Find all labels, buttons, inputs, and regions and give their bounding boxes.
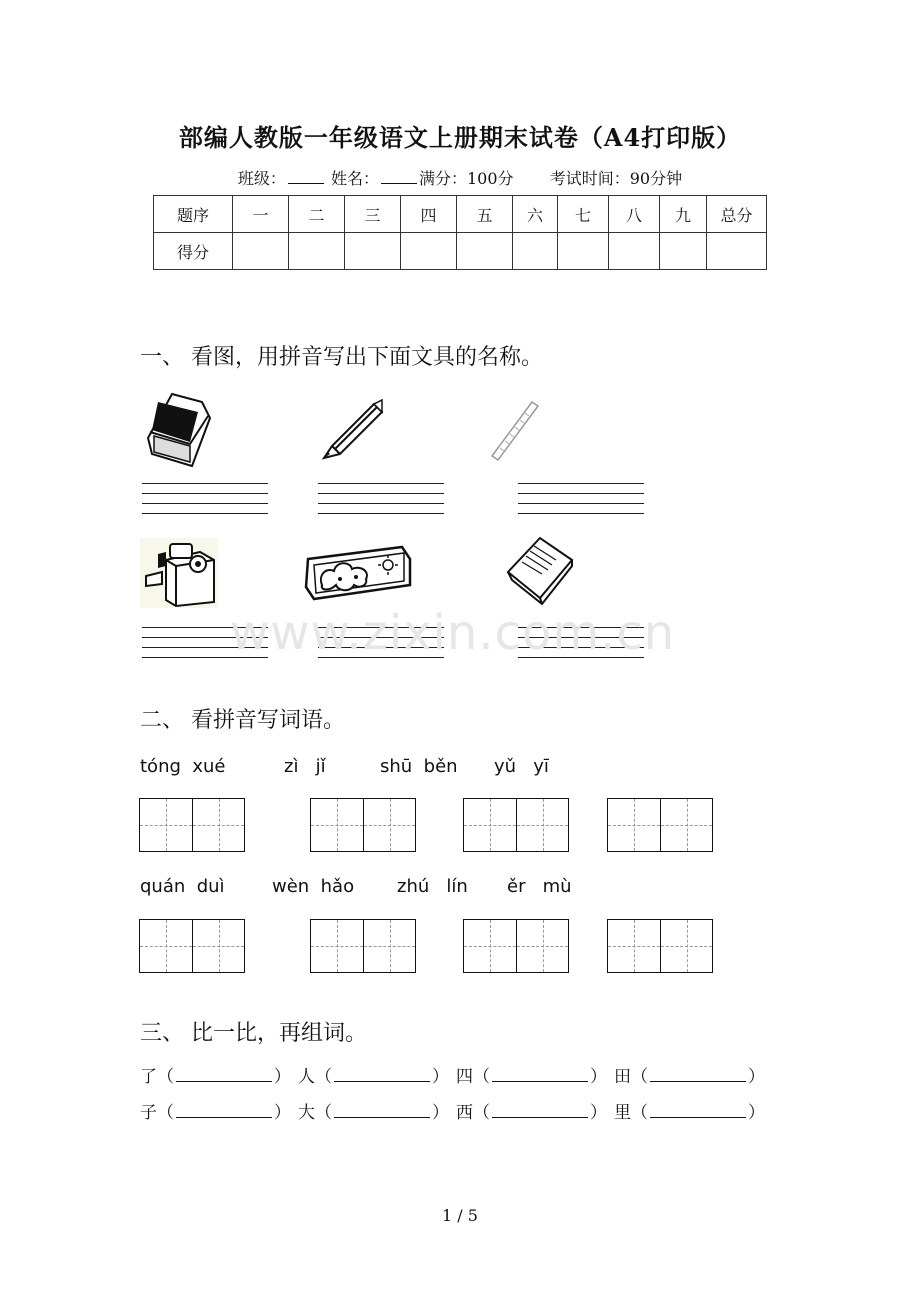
answer-lines[interactable]	[142, 483, 268, 523]
full-score: 满分：100分	[419, 169, 514, 188]
writing-grid[interactable]	[139, 919, 245, 973]
word-blank[interactable]	[176, 1105, 272, 1118]
score-table	[153, 195, 767, 270]
section3-title: 三、 比一比，再组词。	[140, 1021, 367, 1046]
pinyin-label: zhú lín	[397, 876, 468, 897]
page-number: 1 / 5	[442, 1206, 478, 1225]
word-blank[interactable]	[176, 1069, 272, 1082]
score-header-cell: 总分	[707, 196, 767, 233]
pinyin-label: ěr mù	[507, 876, 572, 897]
page-title: 部编人教版一年级语文上册期末试卷（A4打印版）	[178, 123, 742, 152]
word-item	[456, 1062, 607, 1087]
char-close: ）	[590, 1103, 607, 1123]
score-header-cell: 九	[660, 196, 707, 233]
char-open: 里（	[614, 1103, 648, 1123]
word-blank[interactable]	[334, 1105, 430, 1118]
word-blank[interactable]	[650, 1069, 746, 1082]
score-header-cell: 三	[345, 196, 401, 233]
char-close: ）	[748, 1067, 765, 1087]
writing-grid[interactable]	[310, 919, 416, 973]
answer-lines[interactable]	[318, 483, 444, 523]
score-cell[interactable]	[233, 233, 289, 270]
name-blank[interactable]	[381, 169, 417, 184]
writing-grid[interactable]	[607, 919, 713, 973]
pinyin-label: shū běn	[380, 756, 458, 777]
char-close: ）	[274, 1103, 291, 1123]
pencil-icon	[320, 398, 386, 464]
score-row-label: 得分	[154, 233, 233, 270]
notebook-icon	[504, 536, 576, 606]
exam-time: 考试时间：90分钟	[549, 169, 683, 188]
char-open: 田（	[614, 1067, 648, 1087]
score-header-cell: 题序	[154, 196, 233, 233]
word-blank[interactable]	[492, 1105, 588, 1118]
word-blank[interactable]	[650, 1105, 746, 1118]
score-header-cell: 一	[233, 196, 289, 233]
word-blank[interactable]	[334, 1069, 430, 1082]
writing-grid[interactable]	[310, 798, 416, 852]
char-open: 西（	[456, 1103, 490, 1123]
writing-grid[interactable]	[607, 798, 713, 852]
pinyin-label: wèn hǎo	[272, 876, 355, 897]
word-item	[456, 1098, 607, 1123]
section2-title: 二、 看拼音写词语。	[140, 708, 345, 733]
answer-lines[interactable]	[518, 483, 644, 523]
char-close: ）	[432, 1103, 449, 1123]
score-header-cell: 二	[289, 196, 345, 233]
writing-grid[interactable]	[463, 919, 569, 973]
score-header-cell: 四	[401, 196, 457, 233]
char-open: 人（	[298, 1067, 332, 1087]
word-blank[interactable]	[492, 1069, 588, 1082]
section1-title: 一、 看图，用拼音写出下面文具的名称。	[140, 345, 543, 370]
char-close: ）	[590, 1067, 607, 1087]
pinyin-label: yǔ yī	[494, 756, 549, 777]
char-open: 大（	[298, 1103, 332, 1123]
char-open: 四（	[456, 1067, 490, 1087]
watermark: www.zixin.com.cn	[230, 605, 676, 661]
char-open: 了（	[140, 1067, 174, 1087]
writing-grid[interactable]	[463, 798, 569, 852]
word-item	[298, 1098, 449, 1123]
class-label: 班级：	[237, 169, 286, 188]
score-header-cell: 八	[609, 196, 660, 233]
exam-info	[0, 166, 920, 189]
score-table-header-row	[154, 196, 767, 233]
word-item	[140, 1098, 291, 1123]
char-close: ）	[274, 1067, 291, 1087]
char-open: 子（	[140, 1103, 174, 1123]
writing-grid[interactable]	[139, 798, 245, 852]
score-cell[interactable]	[289, 233, 345, 270]
name-label: 姓名：	[330, 169, 379, 188]
score-cell[interactable]	[513, 233, 558, 270]
word-item	[140, 1062, 291, 1087]
char-close: ）	[748, 1103, 765, 1123]
score-cell[interactable]	[558, 233, 609, 270]
word-item	[614, 1098, 765, 1123]
score-header-cell: 六	[513, 196, 558, 233]
ruler-icon	[488, 398, 542, 464]
score-cell[interactable]	[660, 233, 707, 270]
score-cell[interactable]	[457, 233, 513, 270]
score-cell[interactable]	[401, 233, 457, 270]
score-header-cell: 七	[558, 196, 609, 233]
pinyin-label: quán duì	[140, 876, 225, 897]
pencil-case-icon	[304, 545, 414, 601]
class-blank[interactable]	[288, 169, 324, 184]
score-cell[interactable]	[345, 233, 401, 270]
score-table-row	[154, 233, 767, 270]
eraser-icon	[140, 388, 216, 468]
score-cell[interactable]	[707, 233, 767, 270]
score-header-cell: 五	[457, 196, 513, 233]
sharpener-icon	[140, 538, 218, 608]
score-cell[interactable]	[609, 233, 660, 270]
pinyin-label: zì jǐ	[284, 756, 326, 777]
char-close: ）	[432, 1067, 449, 1087]
word-item	[298, 1062, 449, 1087]
word-item	[614, 1062, 765, 1087]
pinyin-label: tóng xué	[140, 756, 226, 777]
